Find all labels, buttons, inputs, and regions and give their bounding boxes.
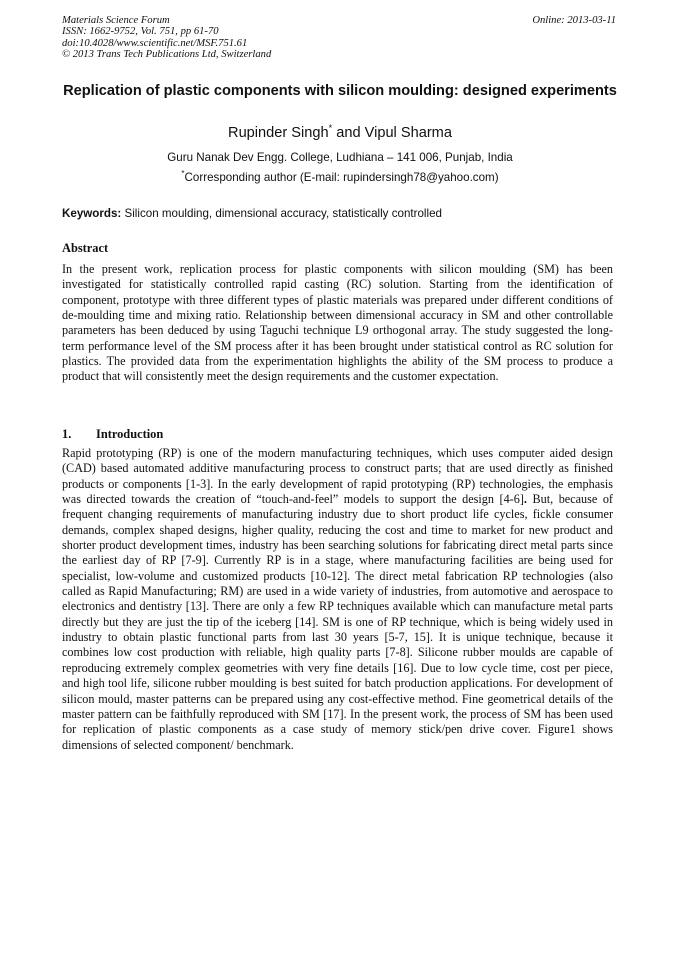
corresponding-footnote-mark: * bbox=[181, 169, 185, 178]
paper-title: Replication of plastic components with silicon moulding: designed experiments bbox=[63, 83, 617, 99]
keywords-label: Keywords: bbox=[62, 207, 122, 220]
intro-text-part1: Rapid prototyping (RP) is one of the modern manufacturing techniques, which uses computer aided design (CAD) based automated additive manufacturing process to construct parts; that are used directly as finished products or components [1-3]. In the early development of rapid prototyping (RP) technologies, the emphasis was directed towards the creation of “touch-and-feel” models to support the design [4-6] bbox=[62, 446, 613, 507]
online-date: Online: 2013-03-11 bbox=[532, 15, 616, 26]
copyright-line: © 2013 Trans Tech Publications Ltd, Switzerland bbox=[62, 49, 272, 61]
section-title: Introduction bbox=[96, 427, 164, 441]
section-heading-introduction bbox=[62, 427, 618, 442]
keywords bbox=[62, 206, 618, 221]
doi-line: doi:10.4028/www.scientific.net/MSF.751.61 bbox=[62, 37, 248, 49]
author-line bbox=[62, 124, 618, 142]
abstract-text: In the present work, replication process for plastic components with silicon moulding (SM) has been investigated for statistically controlled rapid casting (RC) solution. Starting from the identification of component, prototype with three different types of plastic materials was prepared under different conditions of de-moulding time and mixing ratio. Relationship between dimensional accuracy in SM and other controllable parameters has been deduced by using Taguchi technique L9 orthogonal array. The study suggested the long-term performance level of the SM process after it has been brought under statistical control as RC solution for plastics. The provided data from the experimentation highlights the ability of the SM process to produce a product that will consistently meet the design requirements and the customer expectation. bbox=[62, 262, 613, 384]
author-primary: Rupinder Singh bbox=[228, 125, 329, 141]
corresponding-author bbox=[62, 170, 618, 185]
abstract-heading: Abstract bbox=[62, 241, 109, 255]
issn-line: ISSN: 1662-9752, Vol. 751, pp 61-70 bbox=[62, 26, 219, 38]
corresponding-mark: * bbox=[328, 123, 333, 133]
intro-text-part2: But, because of frequent changing requirements of manufacturing industry due to short product life cycles, fickle consumer demands, complex shaped designs, higher quality, reducing the cost and time to market for new product and shorter product development times, industry has been searching solutions for fabricating direct metal parts since the earliest day of RP [7-9]. Currently RP is in a stage, where manufacturing facilities are being used for specialist, low-volume and customized products [10-12]. The direct metal fabrication RP technologies (also called as Rapid Manufacturing; RM) are used in a wide variety of industries, from automotive and aerospace to electronics and dentistry [13]. There are only a few RP techniques available which can manufacture metal parts directly but they are just the tip of the iceberg [14]. SM is one of RP technique, which is being widely used in industry to obtain plastic functional parts from last 30 years [5-7, 15]. It is unique technique, because it combines low cost production with reliable, high quality parts [7-8]. Silicone rubber moulds are capable of reproducing extremely complex geometries with very fine details [16]. Due to low cycle time, cost per piece, and high tool life, silicone rubber moulding is best suited for batch production applications. For development of silicon mould, master patterns can be prepared using any cost-effective method. Fine geometrical details of the master pattern can be faithfully reproduced with SM [17]. In the present work, the process of SM has been used for replication of plastic components as a case study of memory stick/pen drive cover. Figure1 shows dimensions of selected component/ benchmark. bbox=[62, 492, 613, 752]
keywords-text: Silicon moulding, dimensional accuracy, statistically controlled bbox=[121, 207, 442, 220]
corresponding-email: Corresponding author (E-mail: rupindersingh78@yahoo.com) bbox=[184, 171, 499, 184]
section-number: 1. bbox=[62, 427, 72, 441]
intro-bold-period: . bbox=[523, 492, 527, 507]
journal-header bbox=[62, 15, 618, 61]
affiliation: Guru Nanak Dev Engg. College, Ludhiana – 141 006, Punjab, India bbox=[167, 151, 513, 164]
journal-name: Materials Science Forum bbox=[62, 15, 170, 26]
introduction-text bbox=[62, 446, 613, 753]
author-secondary: and Vipul Sharma bbox=[332, 125, 452, 141]
